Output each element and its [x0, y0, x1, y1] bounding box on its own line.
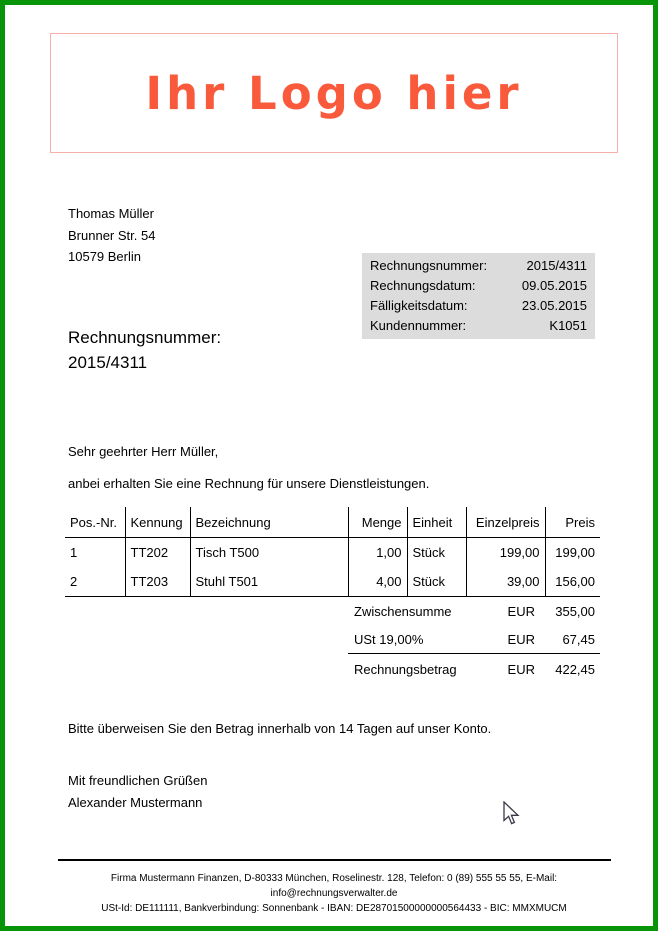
recipient-city: 10579 Berlin [68, 249, 141, 264]
table-row [65, 538, 600, 568]
logo-placeholder-box [50, 33, 618, 153]
totals-section [348, 597, 600, 684]
meta-value: 23.05.2015 [521, 298, 587, 313]
invoice-number-title-label: Rechnungsnummer: [68, 328, 222, 347]
payment-note: Bitte überweisen Sie den Betrag innerhalb von 14 Tagen auf unser Konto. [68, 721, 492, 736]
col-header-kennung: Kennung [125, 507, 190, 538]
subtotal-currency: EUR [507, 603, 535, 619]
cell-menge: 4,00 [348, 567, 407, 597]
meta-row-invoice-date [370, 276, 587, 296]
cell-pos: 1 [70, 545, 78, 560]
col-header-einzelpreis: Einzelpreis [466, 507, 545, 538]
footer-bank-line: USt-Id: DE111111, Bankverbindung: Sonnenbank - IBAN: DE28701500000000564433 - BIC: MMXMUCM [101, 903, 567, 914]
closing-salutation: Mit freundlichen Grüßen [68, 773, 208, 788]
grand-total-label: Rechnungsbetrag [354, 661, 457, 677]
vat-row [348, 625, 600, 653]
cell-pos: 2 [65, 567, 125, 597]
col-header-bezeichnung: Bezeichnung [190, 507, 348, 538]
vat-currency: EUR [507, 631, 535, 647]
footer-divider [58, 859, 611, 861]
grand-total-row [348, 653, 600, 684]
subtotal-value: 355,00 [555, 603, 595, 619]
meta-row-due-date [370, 296, 587, 316]
cell-preis: 156,00 [545, 567, 600, 597]
recipient-street: Brunner Str. 54 [68, 227, 156, 243]
invoice-number-title [68, 325, 221, 375]
greeting-line: Sehr geehrter Herr Müller, [68, 444, 219, 459]
recipient-address [68, 203, 155, 268]
subtotal-label: Zwischensumme [354, 603, 452, 619]
meta-label: Kundennummer: [370, 318, 467, 333]
grand-total-currency: EUR [507, 661, 535, 677]
cell-einzelpreis: 199,00 [466, 538, 545, 568]
recipient-name: Thomas Müller [68, 206, 154, 221]
cell-kennung: TT203 [125, 567, 190, 597]
cell-kennung: TT202 [125, 538, 190, 568]
cell-preis: 199,00 [545, 538, 600, 568]
closing-signature: Alexander Mustermann [68, 795, 203, 810]
items-table [65, 507, 600, 597]
col-header-preis: Preis [545, 507, 600, 538]
meta-value: 09.05.2015 [521, 278, 587, 293]
meta-label: Rechnungsnummer: [370, 258, 488, 273]
meta-label: Rechnungsdatum: [370, 278, 476, 293]
cell-bezeichnung: Tisch T500 [190, 538, 348, 568]
cell-einzelpreis: 39,00 [466, 567, 545, 597]
col-header-pos: Pos.-Nr. [65, 507, 125, 538]
meta-row-customer-number [370, 316, 587, 336]
closing-block [68, 770, 207, 814]
vat-label: USt 19,00% [354, 631, 424, 647]
meta-value: K1051 [549, 318, 587, 333]
footer-email-line: info@rechnungsverwalter.de [270, 888, 398, 899]
col-header-einheit: Einheit [407, 507, 466, 538]
mouse-cursor-icon [502, 801, 522, 827]
invoice-number-title-value: 2015/4311 [68, 353, 148, 372]
table-row [65, 567, 600, 597]
items-header-row [65, 507, 600, 538]
footer [34, 871, 634, 916]
footer-company-line: Firma Mustermann Finanzen, D-80333 München, Roselinestr. 128, Telefon: 0 (89) 555 55 55, E-Mail: [110, 873, 558, 884]
cell-einheit: Stück [407, 567, 466, 597]
cell-bezeichnung: Stuhl T501 [190, 567, 348, 597]
subtotal-row [348, 597, 600, 625]
logo-text: Ihr Logo hier [145, 66, 523, 120]
meta-value: 2015/4311 [526, 258, 587, 273]
meta-label: Fälligkeitsdatum: [370, 298, 468, 313]
invoice-meta-box [362, 253, 595, 339]
intro-line: anbei erhalten Sie eine Rechnung für unsere Dienstleistungen. [68, 476, 430, 491]
grand-total-value: 422,45 [555, 661, 595, 677]
meta-row-invoice-number [370, 256, 587, 276]
col-header-menge: Menge [348, 507, 407, 538]
vat-value: 67,45 [562, 631, 595, 647]
cell-menge: 1,00 [348, 538, 407, 568]
cell-einheit: Stück [407, 538, 466, 568]
